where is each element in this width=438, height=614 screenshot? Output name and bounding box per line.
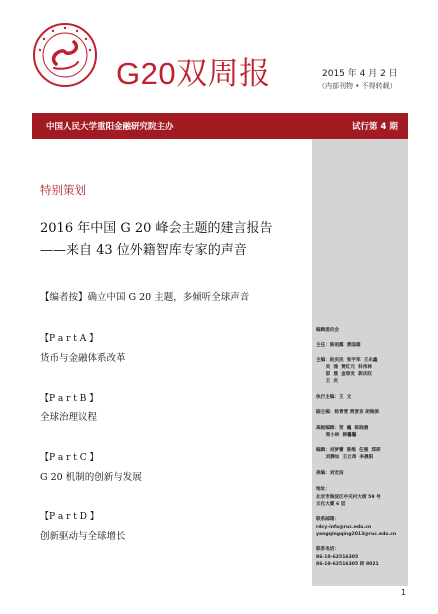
board-heading: 编辑委员会 (316, 328, 339, 333)
part-b-title: 全球治理议程 (40, 412, 98, 423)
board-editors: 编辑：刘梦蕾 陈维 任强 郑研 刘静如 王立昂 李晨阳 (316, 448, 381, 460)
sponsor-text: 中国人民大学重阳金融研究院主办 (46, 122, 174, 132)
renmin-university-logo (32, 22, 98, 88)
part-c-title: G 20 机制的创新与发展 (40, 472, 142, 483)
section-title: 特别策划 (40, 183, 86, 197)
email-text: rdcy-info@ruc.edu.cn yangqingqing2013@ruc.edu.cn (316, 525, 397, 537)
part-c-tag: 【P a r t C 】 (40, 453, 99, 463)
part-a-title: 货币与金融体系改革 (40, 353, 126, 364)
board-designer: 美编：刘宏洁 (316, 471, 344, 476)
part-a-tag: 【P a r t A 】 (40, 334, 99, 344)
part-d-tag: 【P a r t D 】 (40, 512, 99, 522)
board-chief-editors: 主编：赵庆民 张宇军 王永鑫 吴 涌 贾红元 科伟林 邵 晟 金琼发 郭庆旺 王 庆 (316, 358, 378, 384)
newsletter-title: G20双周报 (116, 56, 271, 91)
editorial-board-sidebar (312, 139, 408, 586)
issue-date: 2015 年 4 月 2 日 (322, 69, 398, 79)
phone-text: 86-10-62516305 86-10-62516305 转 8021 (316, 555, 379, 567)
publisher-banner (32, 113, 408, 139)
email-label: 联系邮箱： (316, 517, 339, 522)
board-deputy-editors: 副主编：杨青青 贾晋京 胡海滨 (316, 410, 379, 415)
part-d-title: 创新驱动与全球增长 (40, 531, 126, 542)
editor-note: 【编者按】确立中国 G 20 主题，多倾听全球声音 (40, 292, 250, 303)
address-label: 地址： (316, 487, 330, 492)
part-b-tag: 【P a r t B 】 (40, 394, 99, 404)
headline: 2016 年中国 G 20 峰会主题的建言报告 (40, 221, 273, 236)
page-number: 1 (401, 588, 407, 597)
phone-label: 联系电话： (316, 547, 339, 552)
subheadline: ——来自 43 位外籍智库专家的声音 (40, 243, 247, 258)
board-executive-editor: 执行主编：王 文 (316, 395, 352, 400)
issue-number: 试行第 4 期 (352, 122, 398, 132)
board-senior-editors: 高级编辑：贺 巍 陈晓晨 周小林 韩馨馨 (316, 426, 369, 438)
address-text: 北京市海淀区中关村大街 59 号 文化大厦 6 层 (316, 495, 381, 507)
board-directors: 主任：陈雨露 黄国雄 (316, 343, 361, 348)
circulation-note: （内部刊物 • 不得转载） (318, 82, 397, 90)
